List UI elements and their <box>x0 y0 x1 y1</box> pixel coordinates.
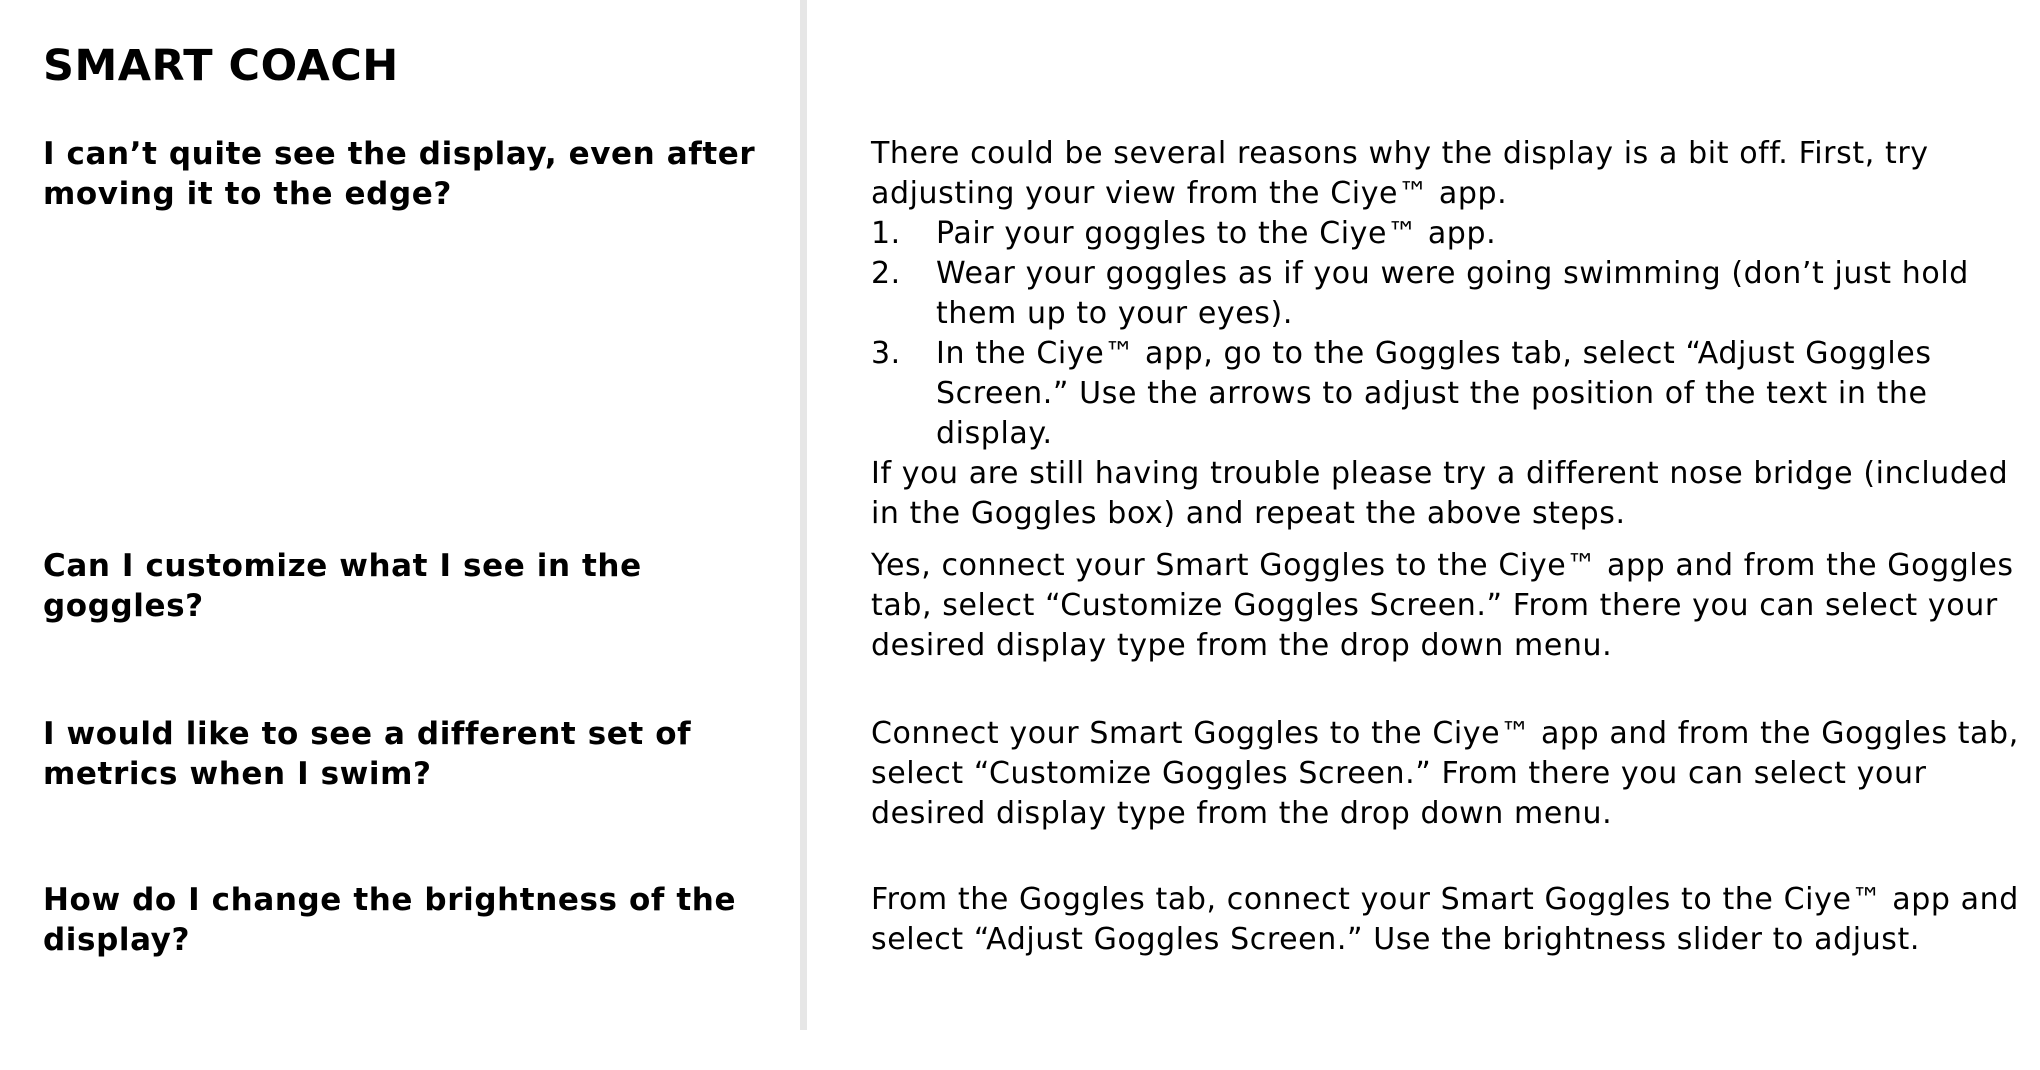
step-text: Pair your goggles to the Ciye™ app. <box>936 216 1497 251</box>
answer-intro: There could be several reasons why the display is a bit off. First, try adjusting your view from the Ciye™ app. <box>871 136 1929 211</box>
step-number: 3. <box>871 336 901 371</box>
column-divider <box>800 0 807 1030</box>
step-item <box>871 214 2031 254</box>
answer-outro: If you are still having trouble please try a different nose bridge (included in the Goggles box) and repeat the above steps. <box>871 456 2009 531</box>
faq-question-customize-view: Can I customize what I see in the goggles? <box>43 548 642 624</box>
faq-answer-display-visibility <box>871 134 2031 534</box>
step-number: 1. <box>871 216 901 251</box>
step-item <box>871 254 2031 334</box>
faq-answer-brightness: From the Goggles tab, connect your Smart Goggles to the Ciye™ app and select “Adjust Goggles Screen.” Use the brightness slider to adjust. <box>871 882 2019 957</box>
step-text: In the Ciye™ app, go to the Goggles tab, select “Adjust Goggles Screen.” Use the arrows to adjust the position of the text in the display. <box>936 336 1932 451</box>
faq-answer-different-metrics: Connect your Smart Goggles to the Ciye™ app and from the Goggles tab, select “Customize Goggles Screen.” From there you can select your desired display type from the drop down menu. <box>871 716 2019 831</box>
faq-question-brightness: How do I change the brightness of the display? <box>43 882 737 958</box>
faq-question-different-metrics: I would like to see a different set of metrics when I swim? <box>43 716 692 792</box>
faq-question-display-visibility: I can’t quite see the display, even after moving it to the edge? <box>43 136 756 212</box>
page-title: SMART COACH <box>43 41 399 91</box>
faq-answer-customize-view: Yes, connect your Smart Goggles to the Ciye™ app and from the Goggles tab, select “Customize Goggles Screen.” From there you can select your desired display type from the drop down menu. <box>871 548 2014 663</box>
step-text: Wear your goggles as if you were going swimming (don’t just hold them up to your eyes). <box>936 256 1969 331</box>
steps-list <box>871 214 2031 454</box>
step-item <box>871 334 2031 454</box>
step-number: 2. <box>871 256 901 291</box>
